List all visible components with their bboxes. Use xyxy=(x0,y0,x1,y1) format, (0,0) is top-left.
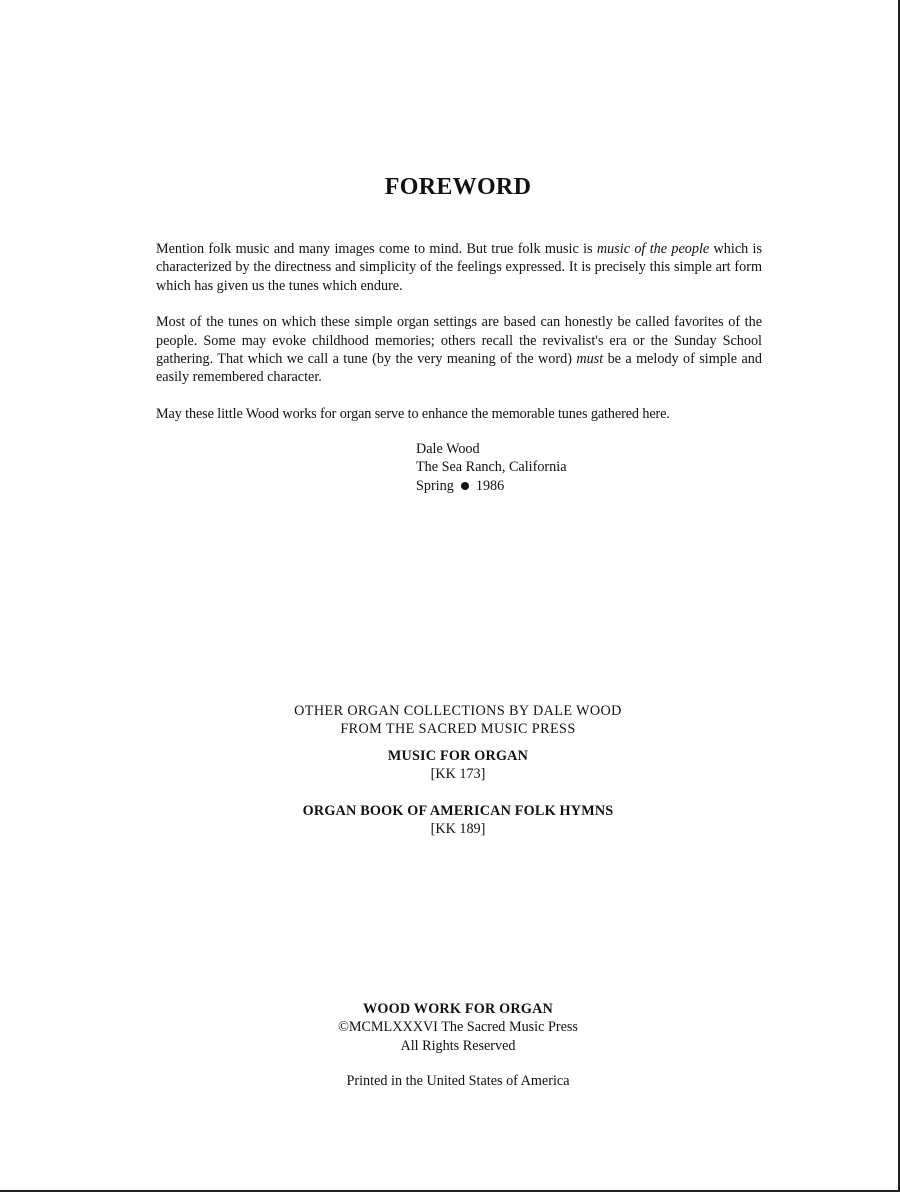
paragraph-2-text-a: Most of the tunes on which these simple organ settings are based can honestly be called favorites of the people. Some may evoke childhood memories; others recall the revivalist's era or the Sunday School gathering. That which we call a tune (by the very meaning of the word) xyxy=(156,314,762,368)
paragraph-1-emphasis: music of the people xyxy=(596,241,710,257)
foreword-paragraph-3: May these little Wood works for organ serve to enhance the memorable tunes gathered here. xyxy=(156,405,670,422)
other-collections xyxy=(0,702,900,838)
foreword-body xyxy=(156,240,762,441)
colophon-copyright: ©MCMLXXXVI The Sacred Music Press xyxy=(338,1019,578,1036)
bullet-icon xyxy=(461,482,469,490)
colophon-title: WOOD WORK FOR ORGAN xyxy=(363,1001,553,1017)
collections-heading-line-2: FROM THE SACRED MUSIC PRESS xyxy=(340,721,576,738)
signature-season: Spring xyxy=(416,477,454,494)
signature-date xyxy=(416,477,567,495)
signature-block xyxy=(416,440,567,495)
colophon-rights: All Rights Reserved xyxy=(400,1037,516,1054)
collection-title-2: ORGAN BOOK OF AMERICAN FOLK HYMNS xyxy=(302,802,614,819)
colophon xyxy=(0,1000,900,1091)
colophon-printed: Printed in the United States of America xyxy=(346,1073,570,1090)
paragraph-1-text-a: Mention folk music and many images come to mind. But true folk music is xyxy=(156,241,597,257)
paragraph-2-text-b: be a melody of simple and easily remembered character. xyxy=(156,351,762,386)
collections-heading-line-1: OTHER ORGAN COLLECTIONS BY DALE WOOD xyxy=(294,703,622,719)
page-title: FOREWORD xyxy=(384,174,532,200)
foreword-paragraph-1 xyxy=(156,240,762,295)
foreword-paragraph-2 xyxy=(156,313,762,387)
paragraph-1-text-b: which is characterized by the directness and simplicity of the feelings expressed. It is precisely this simple art form which has given us the tunes which endure. xyxy=(156,241,763,294)
collection-catalog-2: [KK 189] xyxy=(430,821,486,838)
signature-year: 1986 xyxy=(475,477,505,494)
paragraph-2-emphasis: must xyxy=(576,351,604,368)
collection-catalog-1: [KK 173] xyxy=(430,766,486,783)
collection-title-1: MUSIC FOR ORGAN xyxy=(387,747,529,764)
signature-name: Dale Wood xyxy=(416,441,480,457)
signature-place: The Sea Ranch, California xyxy=(416,459,567,476)
